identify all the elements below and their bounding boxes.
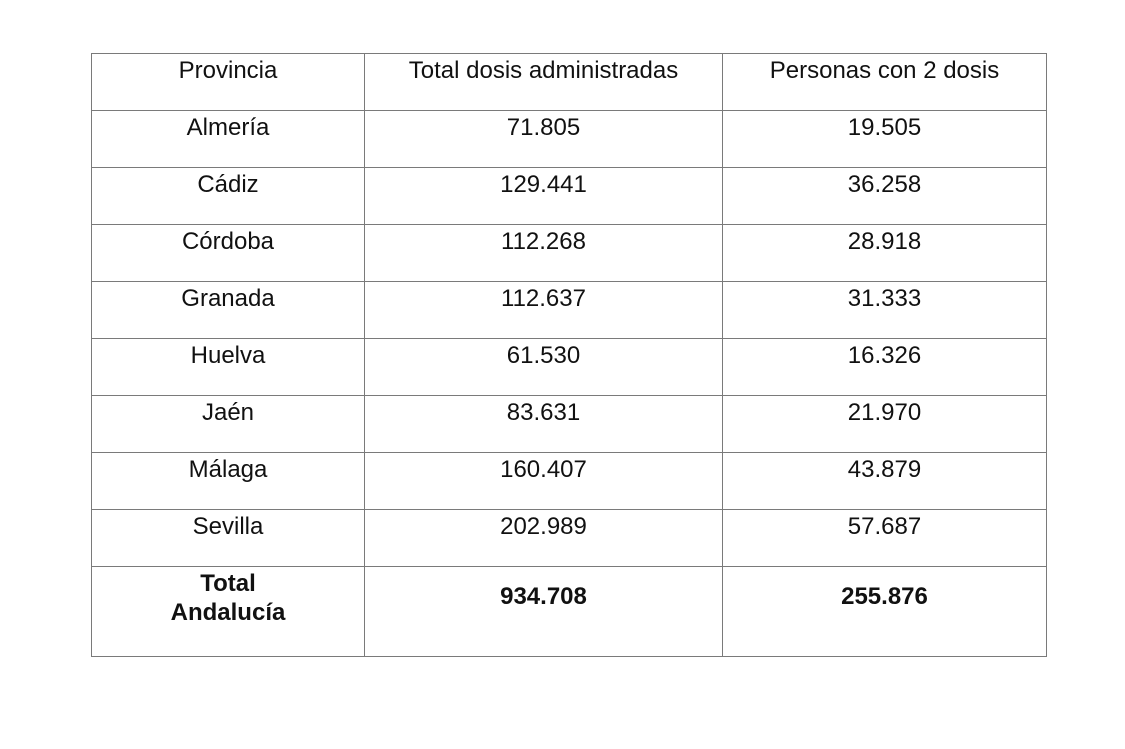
cell-total-dosis: 129.441 [365,168,723,225]
table-row [92,510,1047,567]
cell-personas-2-dosis: 31.333 [723,282,1047,339]
cell-total-dosis: 83.631 [365,396,723,453]
cell-provincia: Almería [92,111,365,168]
total-dosis-value: 934.708 [365,567,723,657]
table-row [92,396,1047,453]
table-header-row [92,54,1047,111]
total-label-cell [92,567,365,657]
total-label: Total Andalucía [170,570,286,626]
cell-personas-2-dosis: 21.970 [723,396,1047,453]
cell-total-dosis: 112.268 [365,225,723,282]
cell-personas-2-dosis: 19.505 [723,111,1047,168]
table-row [92,453,1047,510]
cell-total-dosis: 202.989 [365,510,723,567]
cell-provincia: Málaga [92,453,365,510]
cell-personas-2-dosis: 16.326 [723,339,1047,396]
cell-personas-2-dosis: 57.687 [723,510,1047,567]
cell-personas-2-dosis: 43.879 [723,453,1047,510]
cell-provincia: Cádiz [92,168,365,225]
table-row [92,168,1047,225]
cell-provincia: Granada [92,282,365,339]
table-row [92,111,1047,168]
table-row [92,339,1047,396]
cell-provincia: Córdoba [92,225,365,282]
cell-personas-2-dosis: 28.918 [723,225,1047,282]
cell-personas-2-dosis: 36.258 [723,168,1047,225]
header-total-dosis: Total dosis administradas [365,54,723,111]
cell-total-dosis: 61.530 [365,339,723,396]
cell-total-dosis: 112.637 [365,282,723,339]
cell-provincia: Sevilla [92,510,365,567]
header-provincia: Provincia [92,54,365,111]
table-row [92,282,1047,339]
cell-total-dosis: 160.407 [365,453,723,510]
table-row [92,225,1047,282]
vaccination-table [91,53,1047,657]
total-row [92,567,1047,657]
header-personas-2-dosis: Personas con 2 dosis [723,54,1047,111]
total-personas-2-dosis-value: 255.876 [723,567,1047,657]
cell-provincia: Jaén [92,396,365,453]
cell-provincia: Huelva [92,339,365,396]
cell-total-dosis: 71.805 [365,111,723,168]
